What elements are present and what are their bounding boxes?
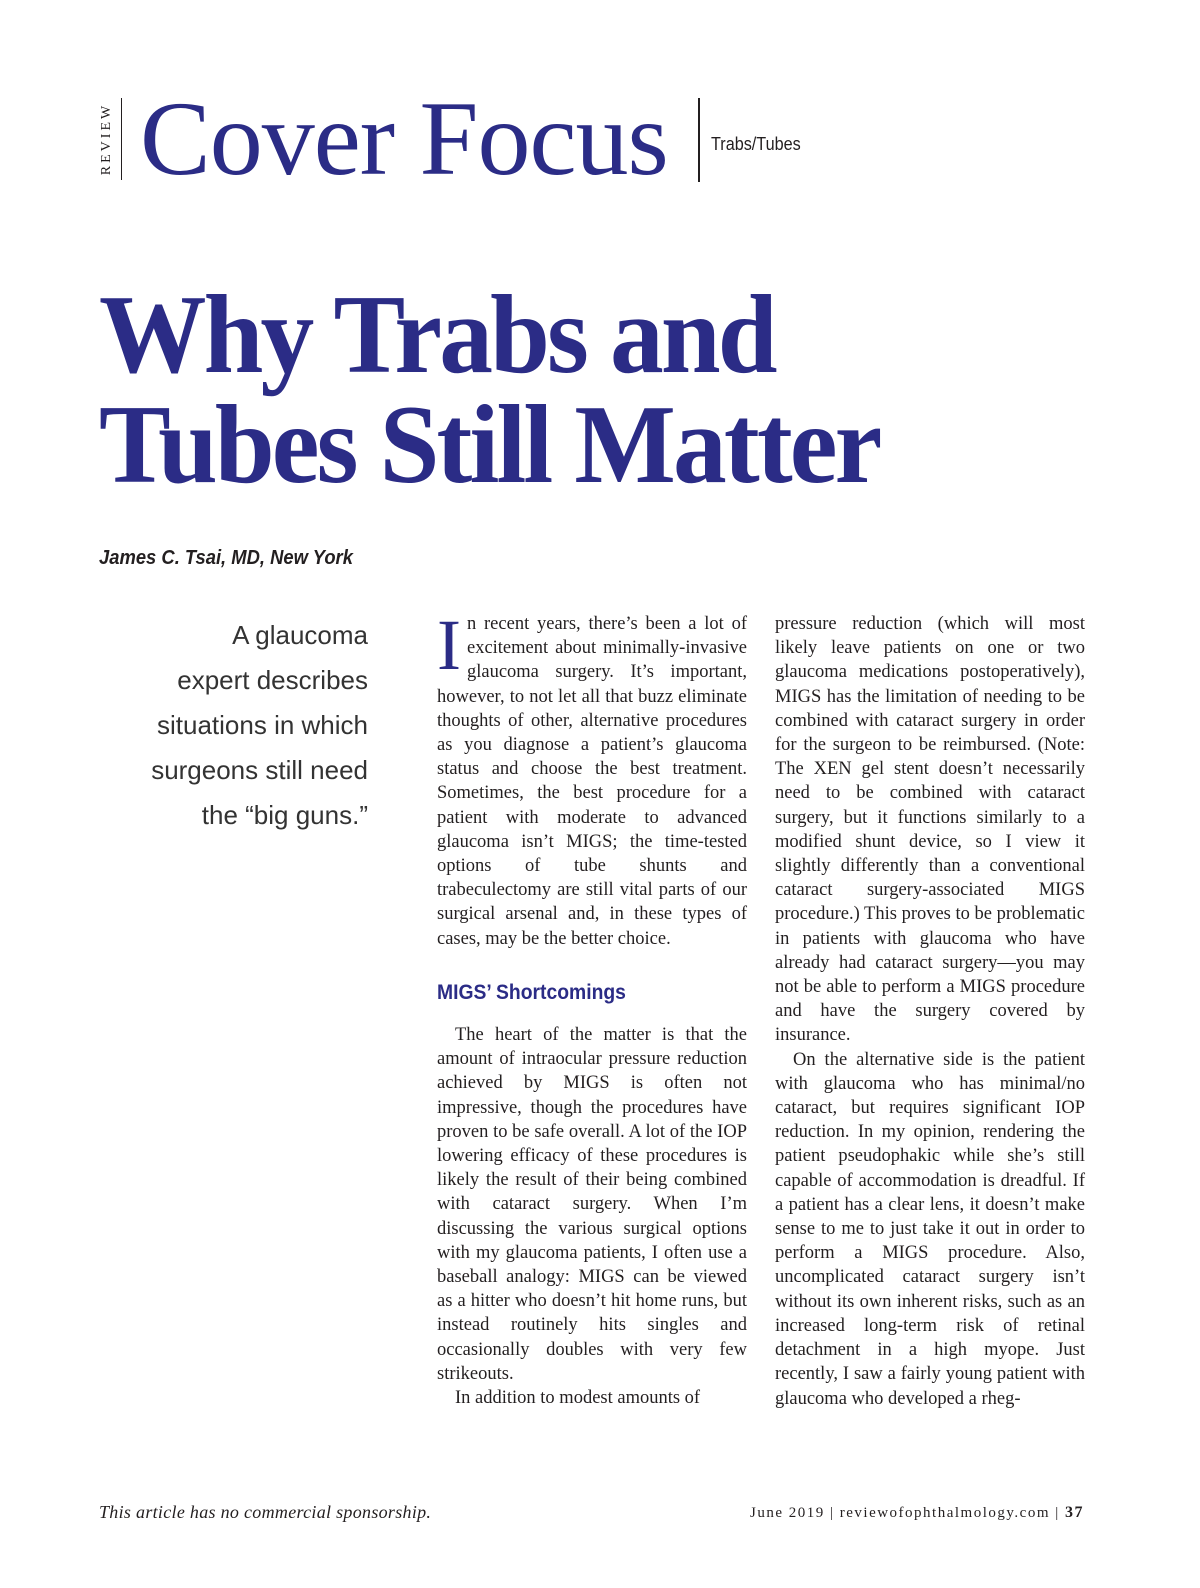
section-divider [698, 98, 700, 182]
body-column-1 [437, 605, 747, 1410]
body-paragraph: In addition to modest amounts of [455, 1388, 701, 1409]
section-title: Cover Focus [140, 80, 668, 197]
deck-line: A glaucoma [232, 620, 368, 650]
headline-line-1: Why Trabs and [99, 273, 775, 397]
review-tag [97, 98, 122, 180]
page-number: 37 [1065, 1504, 1084, 1521]
article-deck [120, 613, 368, 838]
intro-paragraph [437, 605, 747, 951]
intro-text: n recent years, there’s been a lot of excitement about minimally-invasive glaucoma surgery. It’s important, however, to not let all that buzz eliminate thoughts of other, alternative procedures as you diagnose a patient’s glaucoma status and choose the best treatment. Sometimes, the best procedure for a patient with moderate to advanced glaucoma isn’t MIGS; the time-tested options of tube shunts and trabeculectomy are still vital parts of our surgical arsenal and, in these types of cases, may be the better choice. [437, 614, 747, 949]
body-column-2 [775, 612, 1085, 1411]
body-paragraph: pressure reduction (which will most likely leave patients on one or two glaucoma medications postoperatively), MIGS has the limitation of needing to be combined with cataract surgery in order for the surgeon to be reimbursed. (Note: The XEN gel stent doesn’t necessarily need to be combined with cataract surgery, but it functions similarly to a modified shunt device, so I view it slightly differently than a conventional cataract surgery-associated MIGS procedure.) This proves to be problematic in patients with glaucoma who have already had cataract surgery—you may not be able to perform a MIGS procedure and have the surgery covered by insurance. [775, 614, 1085, 1046]
deck-line: expert describes [177, 665, 368, 695]
review-tag-text: REVIEW [99, 102, 114, 176]
page-footer [750, 1504, 1084, 1522]
section-subtitle: Trabs/Tubes [711, 134, 801, 154]
author-byline: James C. Tsai, MD, New York [99, 547, 353, 569]
deck-line: the “big guns.” [201, 800, 368, 830]
headline-line-2: Tubes Still Matter [99, 383, 880, 507]
deck-line: surgeons still need [151, 755, 368, 785]
body-paragraph: On the alternative side is the patient with glaucoma who has minimal/no cataract, but requires significant IOP reduction. In my opinion, rendering the patient pseudophakic while she’s still capable of accommodation is dreadful. If a patient has a clear lens, it doesn’t make sense to me to just take it out in order to perform a MIGS procedure. Also, uncomplicated cataract surgery isn’t without its own inherent risks, such as an increased long-term risk of retinal detachment in a high myope. Just recently, I saw a fairly young patient with glaucoma who developed a rheg- [775, 1049, 1085, 1409]
article-headline [99, 273, 999, 507]
sponsorship-note: This article has no commercial sponsorship. [99, 1502, 432, 1522]
body-paragraph: The heart of the matter is that the amount of intraocular pressure reduction achieved by MIGS is often not impressive, though the procedures have proven to be safe overall. A lot of the IOP lowering efficacy of these procedures is likely the result of their being combined with cataract surgery. When I’m discussing the various surgical options with my glaucoma patients, I often use a baseball analogy: MIGS can be viewed as a hitter who doesn’t hit home runs, but instead routinely hits singles and occasionally doubles with very few strikeouts. [437, 1025, 747, 1384]
deck-line: situations in which [157, 710, 368, 740]
section-subhead: MIGS’ Shortcomings [437, 980, 626, 1004]
issue-info: June 2019 | reviewofophthalmology.com | [750, 1505, 1065, 1521]
drop-cap: I [437, 605, 461, 685]
